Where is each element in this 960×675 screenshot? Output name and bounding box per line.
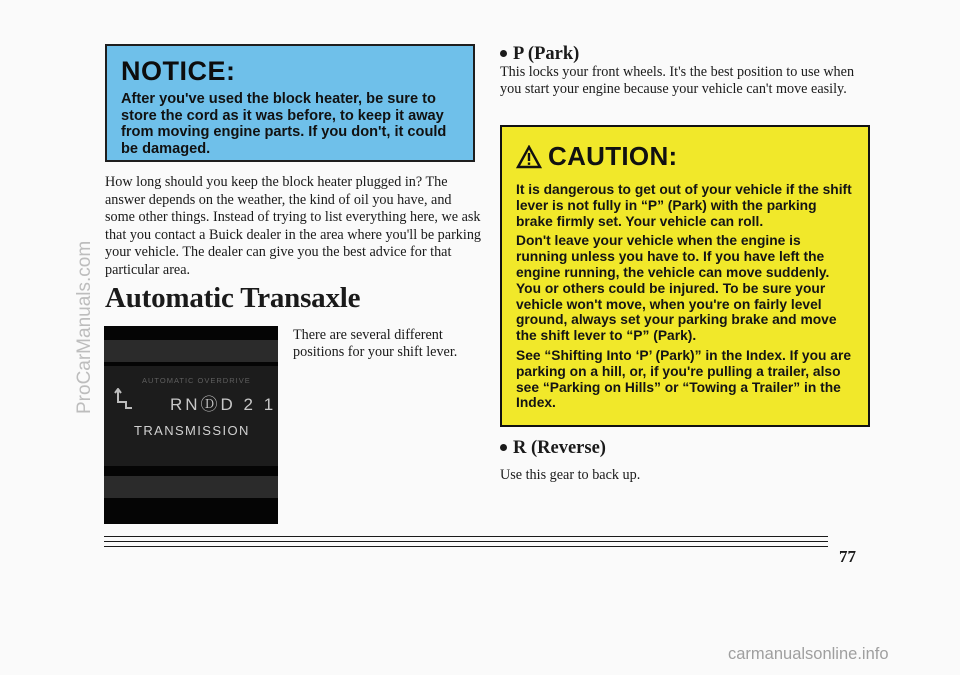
gear-indicator: RNⒹD 2 1 bbox=[170, 395, 277, 414]
caution-title: CAUTION: bbox=[548, 141, 678, 171]
divider-line bbox=[104, 546, 828, 547]
reverse-heading-text: R (Reverse) bbox=[513, 438, 606, 458]
caution-paragraph: Don't leave your vehicle when the engine is running unless you have to. If you have left the engine running, the vehicle can move suddenly. You or others could be injured. To be sure your vehicle won't move, when you're on fairly level ground, always set your parking brake and move the shift lever to “P” (Park). bbox=[516, 233, 837, 344]
bullet-icon bbox=[500, 444, 507, 451]
park-heading-text: P (Park) bbox=[513, 44, 580, 64]
transmission-small-label: AUTOMATIC OVERDRIVE bbox=[142, 376, 251, 385]
notice-body: After you've used the block heater, be sure to store the cord as it was before, to keep it away from moving engine parts. If you don't, it could be damaged. bbox=[121, 91, 447, 157]
divider-line bbox=[104, 536, 828, 537]
park-text: This locks your front wheels. It's the best position to use when you start your engine because your vehicle can't move easily. bbox=[500, 64, 855, 97]
caution-paragraph: See “Shifting Into ‘P’ (Park)” in the Index. If you are parking on a hill, or, if you're pulling a trailer, also see “Parking on Hills” or “Towing a Trailer” in the Index. bbox=[516, 347, 852, 411]
block-heater-paragraph: How long should you keep the block heater plugged in? The answer depends on the weather, the kind of oil you have, and some other things. Instead of trying to list everything here, we ask that you contact a Buick dealer in the area where you'll be parking your vehicle. The dealer can give you the best advice for that particular area. bbox=[105, 174, 482, 278]
caution-box bbox=[500, 125, 870, 427]
transmission-label: TRANSMISSION bbox=[134, 423, 250, 438]
caution-paragraph: It is dangerous to get out of your vehicle if the shift lever is not fully in “P” (Park) with the parking brake firmly set. Your vehicle can roll. bbox=[516, 182, 852, 229]
caution-header bbox=[516, 141, 854, 172]
divider-line bbox=[104, 541, 828, 542]
transmission-display-image bbox=[104, 326, 278, 524]
bullet-icon bbox=[500, 50, 507, 57]
notice-box bbox=[105, 44, 475, 162]
shift-positions-text: There are several different positions for your shift lever. bbox=[293, 327, 458, 361]
image-band bbox=[104, 476, 278, 498]
bottom-watermark: carmanualsonline.info bbox=[728, 645, 889, 663]
side-watermark bbox=[74, 204, 104, 414]
notice-title: NOTICE: bbox=[121, 56, 236, 86]
section-heading: Automatic Transaxle bbox=[105, 282, 361, 314]
side-watermark-text: ProCarManuals.com bbox=[74, 240, 95, 414]
reverse-text: Use this gear to back up. bbox=[500, 467, 641, 483]
park-heading bbox=[500, 44, 579, 65]
page-number: 77 bbox=[839, 547, 856, 566]
image-band bbox=[104, 340, 278, 362]
reverse-heading bbox=[500, 438, 606, 459]
shift-lever-arrow-icon bbox=[114, 388, 136, 412]
warning-triangle-icon bbox=[516, 145, 542, 169]
